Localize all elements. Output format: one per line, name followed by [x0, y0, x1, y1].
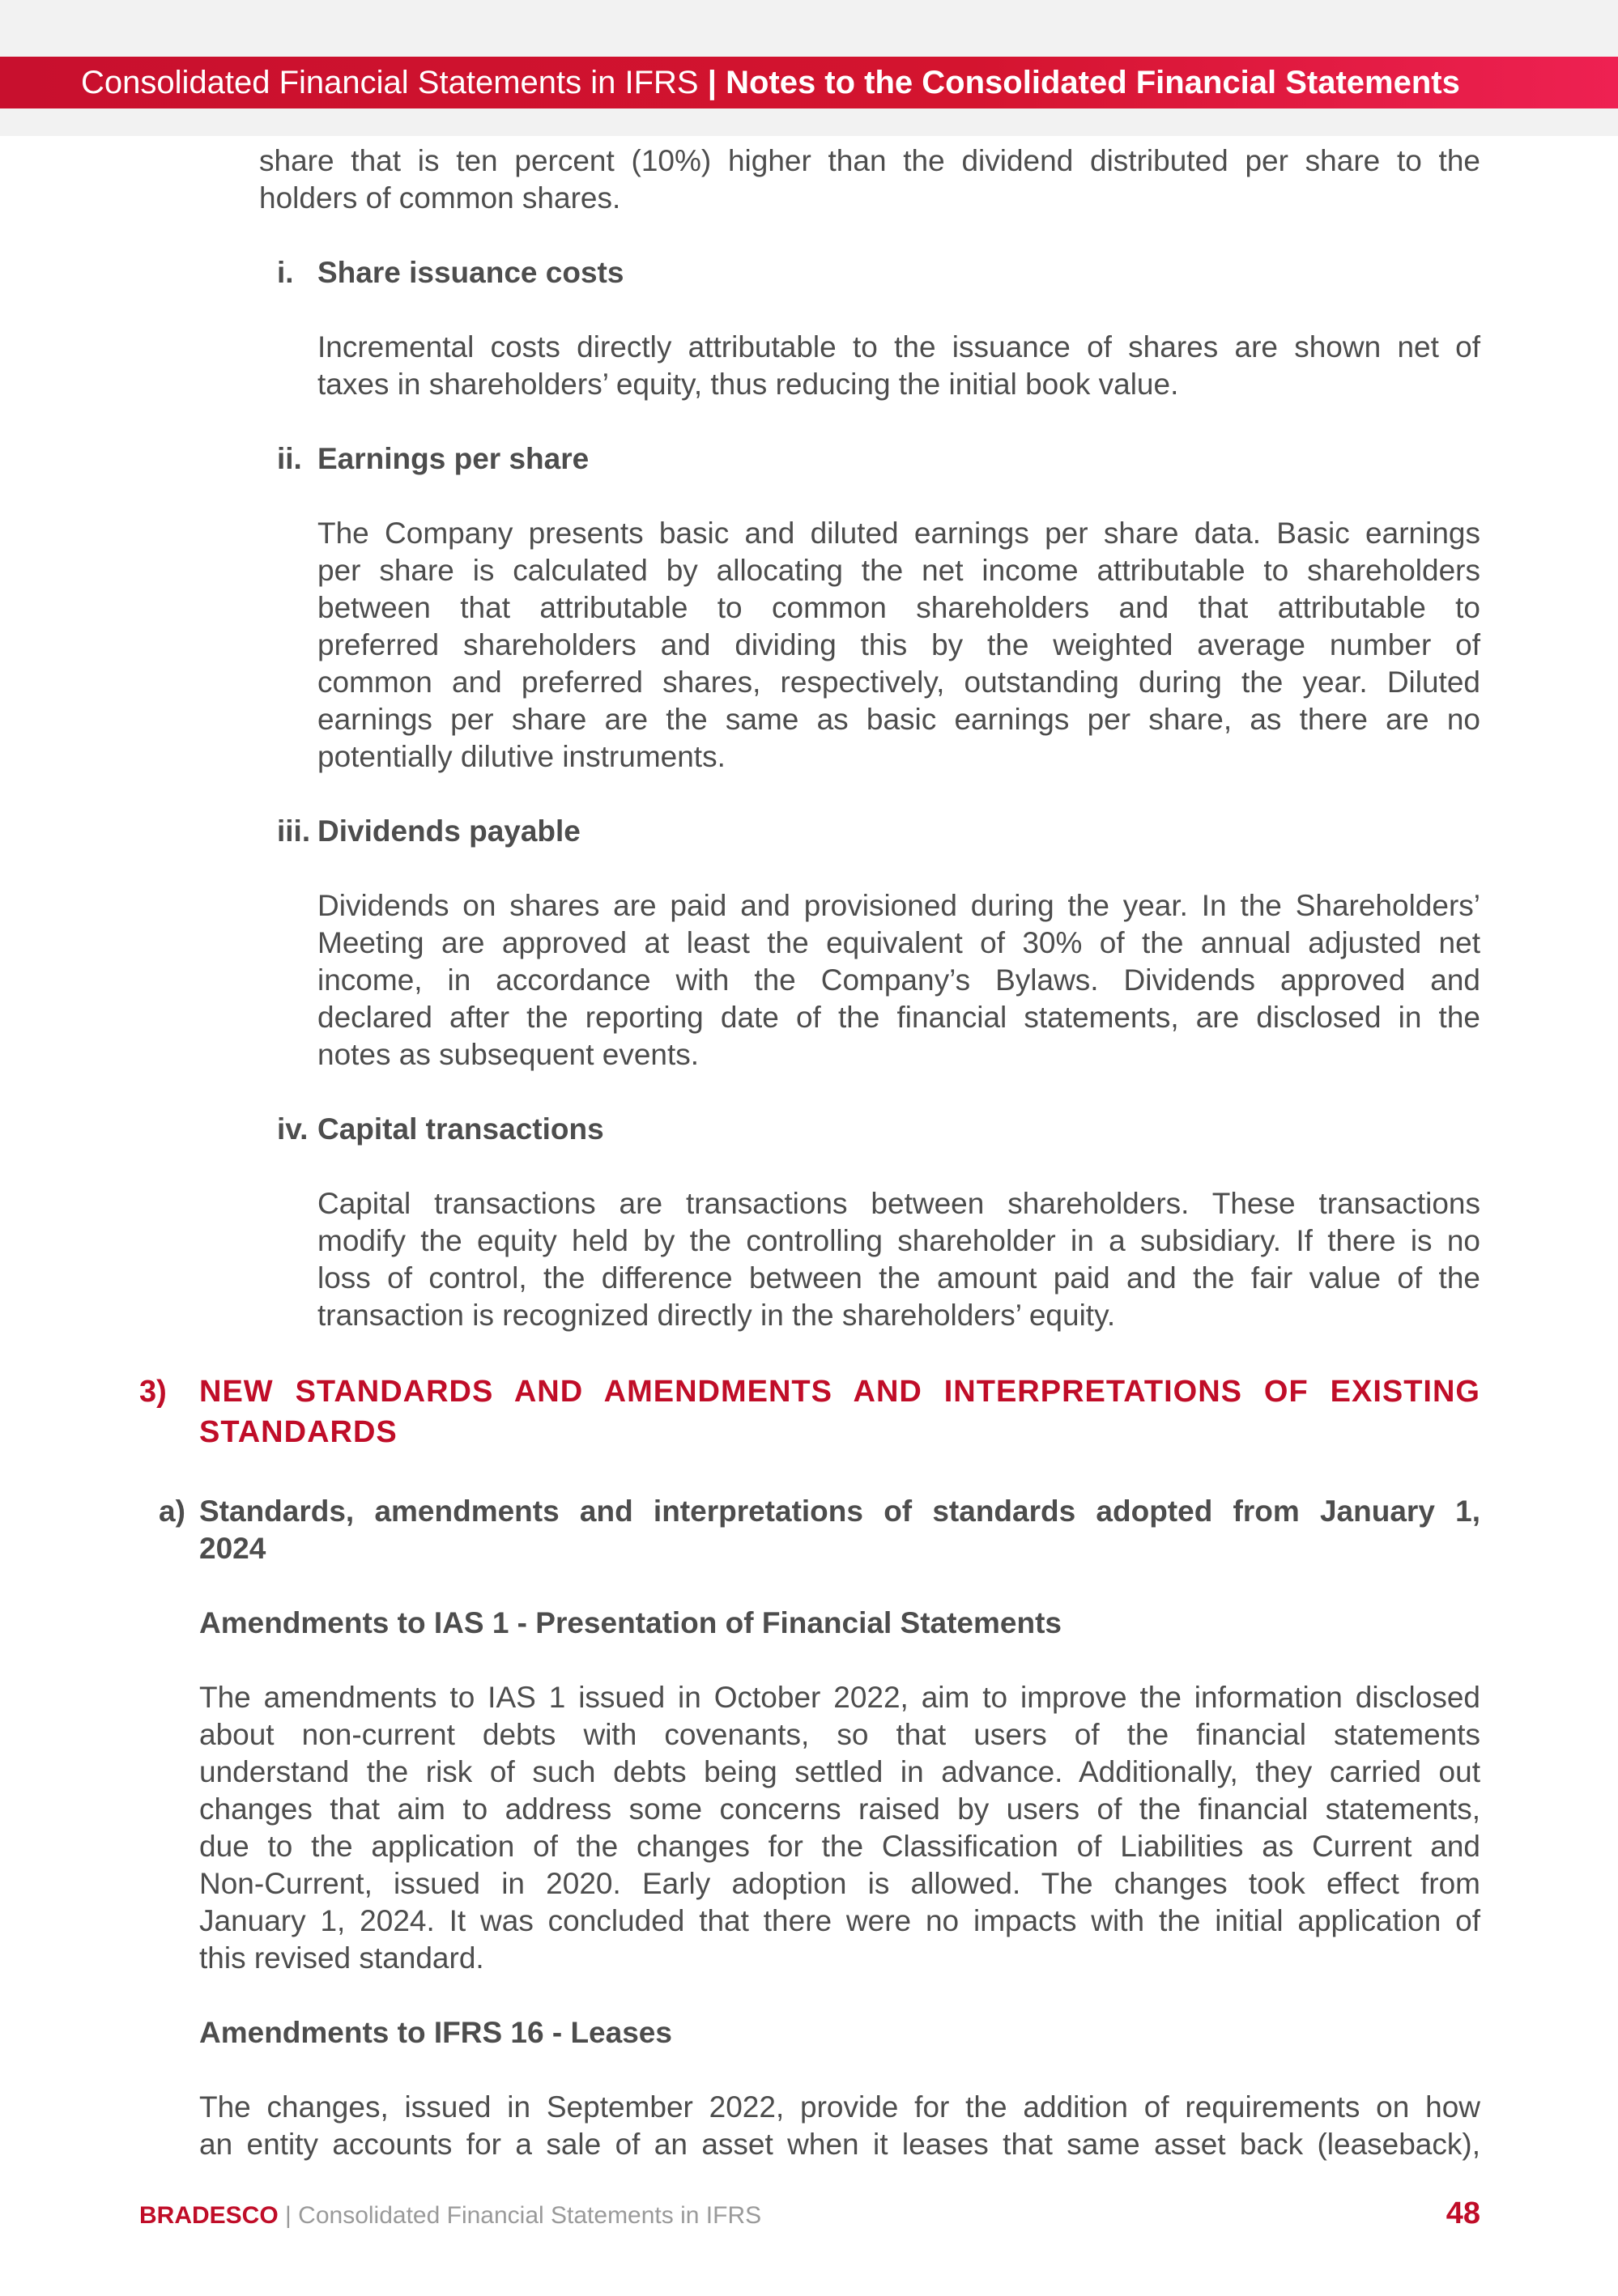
paragraph-line: Meeting are approved at least the equivalent of 30% of the annual adjusted net	[317, 926, 1480, 959]
paragraph-line: transaction is recognized directly in the shareholders’ equity.	[317, 1299, 1116, 1332]
subsection-number: i.	[277, 256, 294, 289]
header-left-title: Consolidated Financial Statements in IFRS	[81, 65, 699, 100]
paragraph-line: per share is calculated by allocating the net income attributable to shareholders	[317, 554, 1480, 587]
paragraph-line: loss of control, the difference between the amount paid and the fair value of the	[317, 1261, 1480, 1295]
paragraph-line: Non-Current, issued in 2020. Early adoption is allowed. The changes took effect from	[199, 1867, 1480, 1900]
intro-paragraph	[259, 142, 1480, 217]
subsection-number: ii.	[277, 442, 302, 475]
paragraph-line: The Company presents basic and diluted earnings per share data. Basic earnings	[317, 517, 1480, 550]
section-number: 3)	[139, 1375, 167, 1409]
subsection-paragraph	[317, 887, 1480, 1074]
paragraph-line: January 1, 2024. It was concluded that there were no impacts with the initial application of	[199, 1904, 1480, 1937]
intro-line: share that is ten percent (10%) higher than the dividend distributed per share to the	[259, 144, 1480, 177]
paragraph-line: The changes, issued in September 2022, provide for the addition of requirements on how	[199, 2090, 1480, 2124]
paragraph-line: Incremental costs directly attributable to the issuance of shares are shown net of	[317, 330, 1480, 364]
paragraph-line: Capital transactions are transactions between shareholders. These transactions	[317, 1187, 1480, 1220]
subsection-a-title-line: 2024	[199, 1532, 266, 1565]
ifrs16-title: Amendments to IFRS 16 - Leases	[199, 2016, 672, 2049]
subsection-title: Share issuance costs	[317, 256, 624, 289]
subsection-paragraph	[317, 329, 1480, 403]
ifrs16-paragraph	[199, 2089, 1480, 2163]
paragraph-line: modify the equity held by the controlling shareholder in a subsidiary. If there is no	[317, 1224, 1480, 1257]
paragraph-line: earnings per share are the same as basic earnings per share, as there are no	[317, 703, 1480, 736]
page-footer	[139, 2200, 761, 2232]
footer-brand: BRADESCO	[139, 2202, 279, 2229]
subsection-letter: a)	[159, 1495, 185, 1528]
paragraph-line: an entity accounts for a sale of an asset when it leases that same asset back (leaseback),	[199, 2128, 1480, 2161]
subsection-paragraph	[317, 1185, 1480, 1334]
subsection-number: iv.	[277, 1112, 309, 1146]
header-separator: |	[707, 65, 717, 100]
paragraph-line: notes as subsequent events.	[317, 1038, 700, 1071]
footer-title: Consolidated Financial Statements in IFRS	[298, 2202, 762, 2229]
ias1-paragraph	[199, 1679, 1480, 1977]
paragraph-line: potentially dilutive instruments.	[317, 740, 726, 773]
intro-line: holders of common shares.	[259, 181, 621, 215]
paragraph-line: between that attributable to common shareholders and that attributable to	[317, 591, 1480, 624]
subsection-title: Capital transactions	[317, 1112, 604, 1146]
paragraph-line: this revised standard.	[199, 1941, 484, 1975]
ias1-title: Amendments to IAS 1 - Presentation of Financial Statements	[199, 1606, 1062, 1639]
paragraph-line: changes that aim to address some concerns raised by users of the financial statements,	[199, 1792, 1480, 1826]
subsection-a-title	[199, 1493, 1480, 1567]
paragraph-line: about non-current debts with covenants, so that users of the financial statements	[199, 1718, 1480, 1751]
header-underlay	[0, 108, 1618, 136]
footer-separator: |	[285, 2202, 292, 2229]
section-title-line: STANDARDS	[199, 1415, 398, 1449]
paragraph-line: income, in accordance with the Company’s Bylaws. Dividends approved and	[317, 963, 1480, 997]
paragraph-line: taxes in shareholders’ equity, thus reducing the initial book value.	[317, 368, 1179, 401]
paragraph-line: Dividends on shares are paid and provisioned during the year. In the Shareholders’	[317, 889, 1480, 922]
paragraph-line: preferred shareholders and dividing this by the weighted average number of	[317, 628, 1480, 661]
subsection-number: iii.	[277, 814, 311, 848]
paragraph-line: due to the application of the changes for the Classification of Liabilities as Current and	[199, 1830, 1480, 1863]
page-number: 48	[1446, 2196, 1480, 2230]
paragraph-line: understand the risk of such debts being settled in advance. Additionally, they carried out	[199, 1755, 1480, 1788]
header-right-title: Notes to the Consolidated Financial Statements	[726, 65, 1460, 100]
top-strip	[0, 0, 1618, 57]
section-title-line: NEW STANDARDS AND AMENDMENTS AND INTERPRETATIONS OF EXISTING	[199, 1375, 1480, 1409]
subsection-title: Earnings per share	[317, 442, 590, 475]
paragraph-line: The amendments to IAS 1 issued in October 2022, aim to improve the information disclosed	[199, 1681, 1480, 1714]
subsection-title: Dividends payable	[317, 814, 581, 848]
paragraph-line: declared after the reporting date of the financial statements, are disclosed in the	[317, 1001, 1480, 1034]
subsection-paragraph	[317, 515, 1480, 776]
section-title	[199, 1371, 1480, 1452]
page-header	[0, 57, 1618, 108]
paragraph-line: common and preferred shares, respectively, outstanding during the year. Diluted	[317, 665, 1480, 699]
subsection-a-title-line: Standards, amendments and interpretations of standards adopted from January 1,	[199, 1495, 1480, 1528]
